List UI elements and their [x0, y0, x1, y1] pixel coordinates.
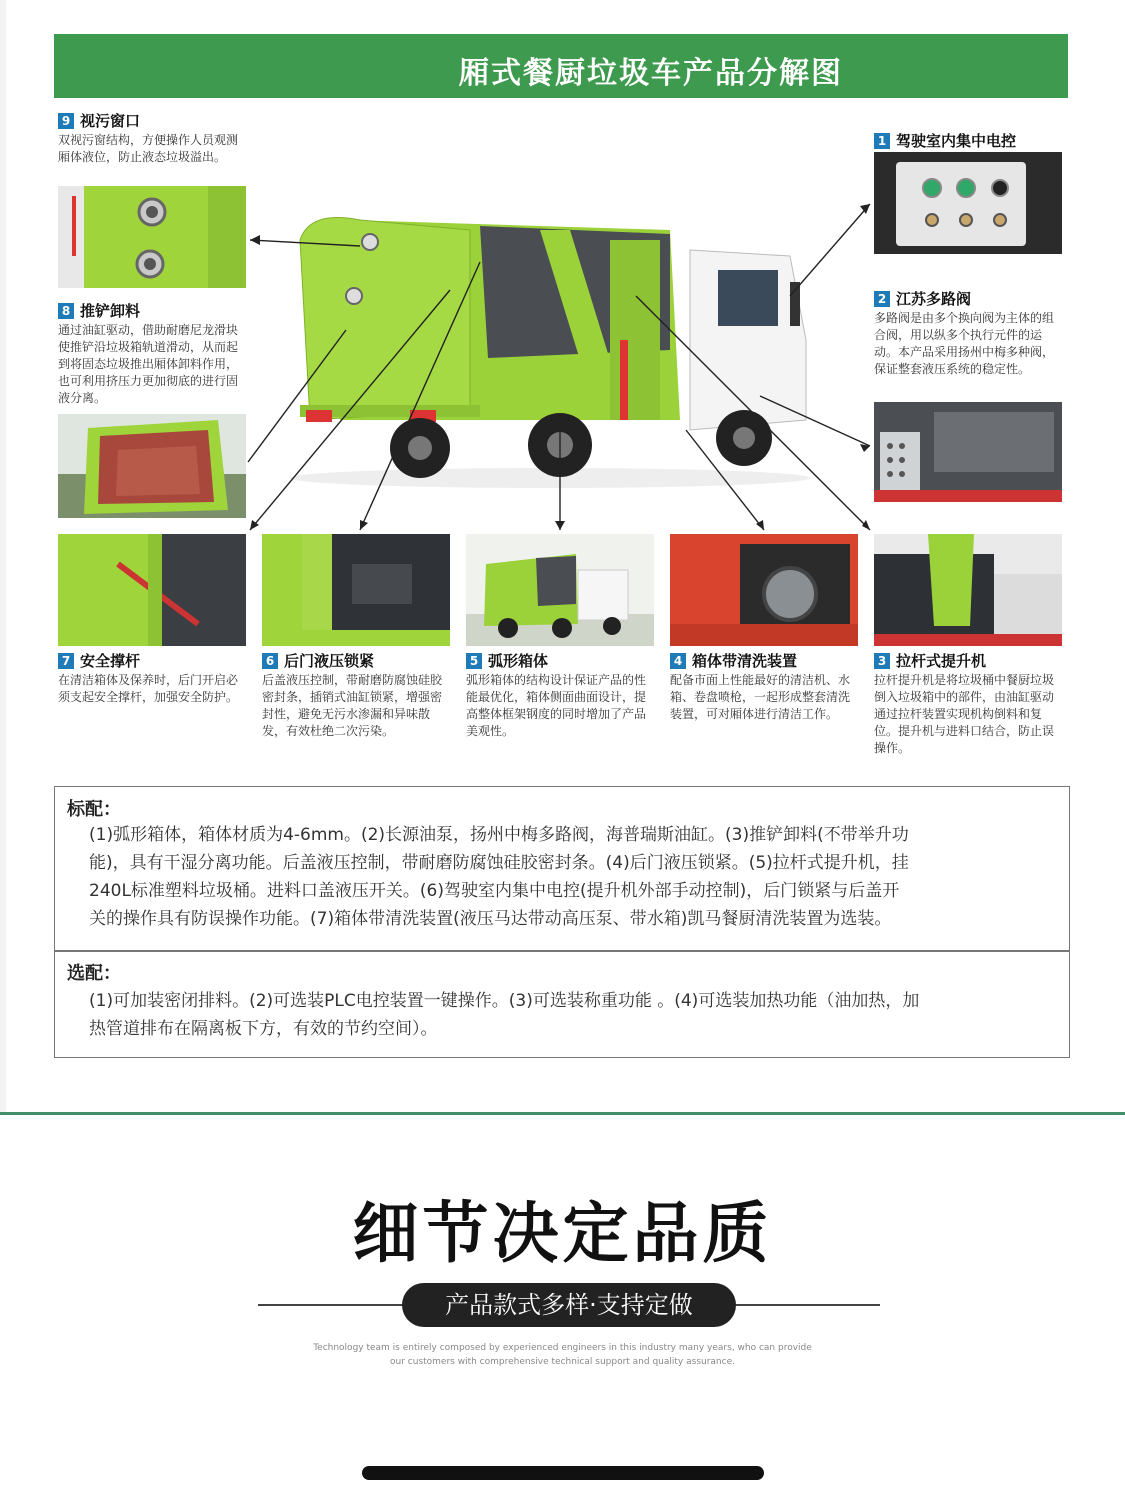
section-6-desc: 后盖液压控制，带耐磨防腐蚀硅胶密封条，插销式油缸锁紧，增强密封性，避免无污水渗漏和异味散发，有效杜绝二次污染。: [262, 673, 443, 738]
callout-lines: [0, 0, 1125, 560]
optional-config-box: [54, 950, 1070, 1058]
section-9-number: 9: [58, 113, 74, 129]
section-4-desc: 配备市面上性能最好的清洁机、水箱、卷盘喷枪，一起形成整套清洗装置，可对厢体进行清洁工作。: [670, 673, 851, 721]
section-4-title: 箱体带清洗装置: [692, 652, 798, 670]
section-4-number: 4: [670, 653, 686, 669]
detail-quality-title: 细节决定品质: [352, 1195, 773, 1272]
section-9-title: 视污窗口: [80, 112, 141, 130]
section-6-number: 6: [262, 653, 278, 669]
section-7-title: 安全撑杆: [80, 652, 141, 670]
standard-config-box: [54, 786, 1070, 952]
section-2-title: 江苏多路阀: [896, 290, 972, 308]
banner-title: 厢式餐厨垃圾车产品分解图: [459, 56, 843, 91]
standard-line-3: 240L标准塑料垃圾桶。进料口盖液压开关。(6)驾驶室内集中电控(提升机外部手动控制)，后门锁紧与后盖开: [89, 881, 900, 901]
optional-line-2: 热管道排布在隔离板下方，有效的节约空间）。: [89, 1019, 438, 1039]
section-5-number: 5: [466, 653, 482, 669]
section-2-desc: 多路阀是由多个换向阀为主体的组合阀，用以纵多个执行元件的运动。本产品采用扬州中梅多种阀，保证整套液压系统的稳定性。: [874, 311, 1055, 376]
section-7-number: 7: [58, 653, 74, 669]
section-3-desc: 拉杆提升机是将垃圾桶中餐厨垃圾倒入垃圾箱中的部件，由油缸驱动通过拉杆装置实现机构倒料和复位。提升机与进料口结合，防止误操作。: [874, 673, 1055, 755]
tagline-line-1: Technology team is entirely composed by experienced engineers in this industry many years, who can provide: [313, 1343, 812, 1353]
optional-title: 选配：: [67, 963, 121, 984]
standard-line-2: 能)，具有干湿分离功能。后盖液压控制，带耐磨防腐蚀硅胶密封条。(4)后门液压锁紧。(5)拉杆式提升机，挂: [89, 853, 909, 873]
lifter-photo: [874, 534, 1062, 646]
standard-line-4: 关的操作具有防误操作功能。(7)箱体带清洗装置(液压马达带动高压泵、带水箱)凯马餐厨清洗装置为选装。: [89, 909, 892, 929]
safety-prop-photo: [58, 534, 246, 646]
rear-door-lock-photo: [262, 534, 450, 646]
section-4-heading: [670, 650, 797, 671]
section-7-heading: [58, 650, 140, 671]
home-indicator[interactable]: [362, 1466, 764, 1480]
standard-line-1: (1)弧形箱体，箱体材质为4-6mm。(2)长源油泵，扬州中梅多路阀，海普瑞斯油缸。(3)推铲卸料(不带举升功: [89, 825, 909, 845]
section-3-heading: [874, 650, 986, 671]
section-5-heading: [466, 650, 548, 671]
arc-body-photo: [466, 534, 654, 646]
section-8-desc: 通过油缸驱动，借助耐磨尼龙滑块使推铲沿垃圾箱轨道滑动，从而起到将固态垃圾推出厢体卸料作用，也可利用挤压力更加彻底的进行固液分离。: [58, 323, 239, 405]
section-2-number: 2: [874, 291, 890, 307]
section-3-title: 拉杆式提升机: [896, 652, 987, 670]
left-divider: [258, 1304, 404, 1306]
section-8-number: 8: [58, 303, 74, 319]
customization-pill: 产品款式多样·支持定做: [402, 1283, 736, 1327]
section-9-desc: 双视污窗结构，方便操作人员观测厢体液位，防止液态垃圾溢出。: [58, 133, 239, 164]
section-5-title: 弧形箱体: [488, 652, 549, 670]
section-5-desc: 弧形箱体的结构设计保证产品的性能最优化，箱体侧面曲面设计，提高整体框架钢度的同时增加了产品美观性。: [466, 673, 647, 738]
section-6-title: 后门液压锁紧: [284, 652, 375, 670]
section-3-number: 3: [874, 653, 890, 669]
section-7-desc: 在清洁箱体及保养时，后门开启必须支起安全撑杆，加强安全防护。: [58, 673, 239, 704]
section-1-title: 驾驶室内集中电控: [896, 132, 1017, 150]
tagline-line-2: our customers with comprehensive technical support and quality assurance.: [390, 1357, 735, 1367]
cleaning-device-photo: [670, 534, 858, 646]
section-6-heading: [262, 650, 374, 671]
optional-line-1: (1)可加装密闭排料。(2)可选装PLC电控装置一键操作。(3)可选装称重功能 。(4)可选装加热功能（油加热，加: [89, 991, 920, 1011]
standard-title: 标配：: [67, 799, 121, 820]
section-1-number: 1: [874, 133, 890, 149]
section-8-title: 推铲卸料: [80, 302, 141, 320]
right-divider: [734, 1304, 880, 1306]
